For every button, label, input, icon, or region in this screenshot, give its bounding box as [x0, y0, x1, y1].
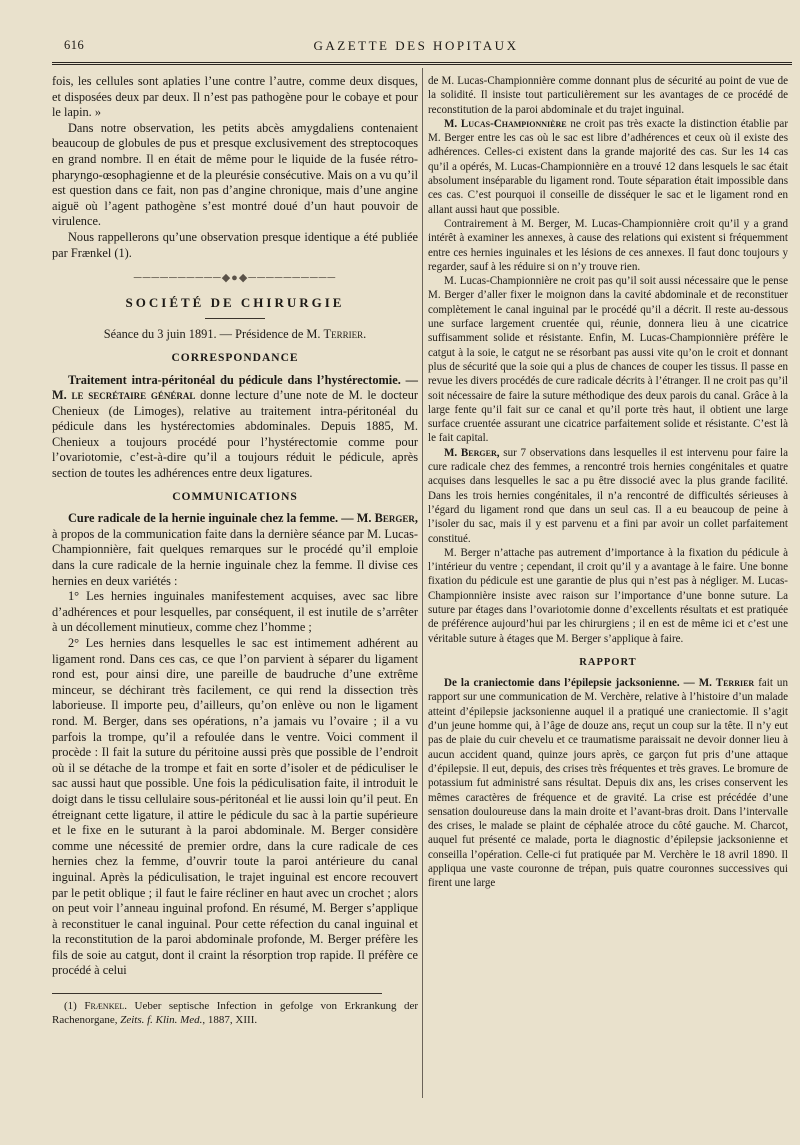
speaker-name: M. Berger, [356, 511, 418, 526]
communication-paragraph [52, 511, 418, 589]
correspondence-paragraph [52, 373, 418, 482]
article-heading: Traitement intra-péritonéal du pédicule dans l’hystérectomie. — [68, 372, 418, 387]
page-header [52, 38, 780, 58]
list-item: 2° Les hernies dans lesquelles le sac est intimement adhérent au ligament rond. Dans ces cas, ce que l’on parvient à séparer du ligament rond est, pour ainsi dire, une pareille de baudruche d’une extrême minceur, se déchirant très facilement, ce qui rend la dissection très laborieuse. Il importe peu, d’ailleurs, qu’on enlève ou non le ligament rond. M. Berger, dans ses opérations, n’a jamais vu l’ovaire ; il a vu parfois la trompe, qu’il a refoulée dans le ventre. Voici comment il procède : Il fait la suture du péritoine aussi près que possible de l’endroit où il se détache de la trompe et fait en sorte d’isoler et de pédiculiser le sac aussi haut que possible. Une fois la pédiculisation faite, il introduit le doigt dans le tissu cellulaire sous-péritonéal et lie aussi loin qu’il peut. En étreignant cette ligature, il attire le pédicule du sac à la partie supérieure et le fixe en le suturant à la paroi abdominale. M. Berger considère comme une nécessité de premier ordre, dans la cure radicale de ces hernies chez la femme, d’ouvrir toute la paroi antérieure du canal inguinal. Après la pédiculisation, le trajet inguinal est encore recouvert par le petit oblique ; il faut le faire récliner en haut avec un crochet ; alors on peut voir l’anneau inguinal profond. En résumé, M. Berger s’applique à reconstituer le canal inguinal. Pour cette réfection du canal inguinal et la reconstitution de la paroi abdominale profonde, M. Berger préfère les fils de soie au catgut, dont il craint la résorption trop rapide. Il préfère ce procédé à celui [52, 636, 418, 978]
footnote-author: Frænkel. [84, 1000, 127, 1013]
paragraph: fois, les cellules sont aplaties l’une contre l’autre, comme deux disques, et disposées deux par deux. Il n’est pas pathogène pour le cobaye et pour le lapin. » [52, 74, 418, 120]
president-name: Terrier. [323, 327, 367, 342]
report-paragraph [428, 676, 788, 890]
subsection-title: RAPPORT [579, 656, 637, 668]
footnote-rule [52, 993, 382, 994]
paragraph: M. Berger n’attache pas autrement d’importance à la fixation du pédicule à l’intérieur du ventre ; cependant, il croit qu’il y a avantage à le faire. Une bonne fixation du pédicule est une garantie de plus qui n’est pas à négliger. M. Lucas-Championnière insiste avec raison sur l’importance d’une bonne suture. La suture par étages dans l’ovariotomie donne d’excellents résultats et est pratiquée de préférence aujourd’hui par les chirurgiens ; il en est de même ici et c’est une véritable suture à étages que M. Berger s’applique à faire. [428, 546, 788, 645]
footnote-journal: Zeits. f. Klin. Med. [120, 1013, 203, 1026]
session-text: Séance du 3 juin 1891. — Présidence de M. [103, 327, 321, 342]
article-text: fait un rapport sur une communication de M. Verchère, relative à l’histoire d’un malade atteint d’épilepsie jacksonienne auquel il a pratiqué une craniectomie. Il s’agit d’un jeune homme qui, à l’âge de douze ans, reçut un coup sur la tête. Il n’y eut pas de plaie du cuir chevelu et ce traumatisme paraissait ne devoir donner lieu à aucun accident quand, quinze jours après, ce garçon fut pris d’une attaque d’épilepsie. Il eut, depuis, des crises très fréquentes et très graves. Le bromure de potassium fut administré sans résultat. Depuis dix ans, les crises conservent les mêmes caractères de fréquence et de gravité. La crise est précédée d’une sensation douloureuse dans la main droite et l’avant-bras droit. Dans l’intervalle des crises, le malade se plaint de céphalée atroce du côté gauche. M. Charcot, auquel fut présenté ce malade, porta le diagnostic d’épilepsie jacksonienne et conseilla l’opération. Celle-ci fut pratiquée par M. Verchère le 18 avril 1890. Il appliqua une vaste couronne de trépan, puis quatre couronnes successives qui firent une large [428, 677, 788, 890]
paragraph [428, 117, 788, 217]
session-line [52, 327, 418, 343]
footnote-text: Ueber septische Infection in gefolge von Erkrankung der Rachenorgane, [52, 1000, 418, 1026]
article-heading: De la craniectomie dans l’épilepsie jacksonienne. — [444, 677, 695, 690]
paragraph [428, 446, 788, 546]
subsection-title: CORRESPONDANCE [171, 351, 299, 364]
paragraph: de M. Lucas-Championnière comme donnant plus de sécurité au point de vue de la solidité. Il insiste tout particulièrement sur les avantages de ce procédé de reconstitution de la paroi abdominale et du trajet inguinal. [428, 75, 788, 116]
subsection-title: COMMUNICATIONS [172, 490, 298, 503]
paragraph: Contrairement à M. Berger, M. Lucas-Championnière croit qu’il y a grand intérêt à examiner les annexes, à cause des relations qui existent si fréquemment entre ces hernies inguinales et les lésions de ces annexes. Il faut donc toujours y regarder, sauf à les réduire si on n’y trouve rien. [428, 217, 788, 273]
left-column [52, 74, 418, 1027]
paragraph: Dans notre observation, les petits abcès amygdaliens contenaient beaucoup de globules de pus et presque exclusivement des streptocoques en grand nombre. Il en était de même pour le liquide de la fusée rétro-pharyngo-œsophagienne et de la pleurésie consécutive. Mais on a vu qu’il est question dans ce fait, non pas d’angine chronique, mais d’une angine aiguë où l’agent pathogène s’est montré doué d’un haut pouvoir de virulence. [52, 120, 418, 229]
short-rule [205, 318, 265, 319]
footnote [52, 1000, 418, 1027]
column-rule [422, 68, 423, 1098]
ornamental-divider: ──────────◆●◆────────── [133, 272, 337, 285]
header-rule [52, 62, 792, 65]
paragraph: Nous rappellerons qu’une observation presque identique a été publiée par Frænkel (1). [52, 229, 418, 260]
paragraph-text: ne croit pas très exacte la distinction établie par M. Berger entre les cas où le sac est libre d’adhérences et ceux où il existe des adhérences. Celles-ci existent dans la grande majorité des cas. Sur les 14 cas qu’il a opérés, M. Lucas-Championnière en a trouvé 12 dans lesquels le sac était absolument inséparable du ligament rond. Toute séparation était impossible dans ces cas. C’est pourquoi il conseille de disséquer le sac et le ligament rond en allant aussi haut que possible. [428, 117, 788, 216]
footnote-number: (1) [64, 1000, 77, 1013]
footnote-tail: , 1887, XIII. [202, 1013, 258, 1026]
section-title: SOCIÉTÉ DE CHIRURGIE [125, 294, 345, 310]
speaker-name: M. Lucas-Championnière [444, 117, 567, 130]
speaker-name: M. Terrier [698, 677, 755, 690]
article-text: à propos de la communication faite dans la dernière séance par M. Lucas-Championnière, fait quelques remarques sur le procédé qu’il emploie dans la cure radicale de la hernie inguinale chez la femme. Il divise ces hernies en deux variétés : [52, 526, 418, 588]
list-item: 1° Les hernies inguinales manifestement acquises, avec sac libre d’adhérences et pour lesquelles, par conséquent, il est inutile de s’arrêter à un décollement minutieux, comme chez l’homme ; [52, 589, 418, 635]
paragraph: M. Lucas-Championnière ne croit pas qu’il soit aussi nécessaire que le pense M. Berger d’aller fixer le moignon dans la cavité abdominale et de reconstituer complètement le canal inguinal par le procédé qu’il a décrit. Il reste au-dessous une surface largement cruentée qui, réunie, donnera lieu à une cicatrice suffisamment solide et résistante. Enfin, M. Lucas-Championnière préfère le catgut à la soie, le catgut ne se résorbant pas aussi vite qu’on le croit et donnant plus de sécurité que la soie qui a plus de chances de couper les tissus. Il passe en revue les divers procédés de cure radicale décrits à l’étranger. Il ne croit pas qu’il soit nécessaire de faire la suture méthodique des deux parois du canal. Grâce à la large fente qu’il fait sur ce canal et qu’il porte très haut, il obtient une large surface cruentée assurant une cicatrice parfaitement solide et résistante. C’est là le fait capital. [428, 275, 788, 445]
speaker-name: M. le secrétaire général [52, 388, 196, 403]
article-text: donne lecture d’une note de M. le docteur Chenieux (de Limoges), relative au traitement intra-péritonéal du pédicule dans les hystérectomies abdominales. Depuis 1885, M. Chenieux a toujours procédé pour l’hystérectomie comme pour l’ovariotomie, c’est-à-dire qu’il a toujours réduit le pédicule, après section de toutes les adhérences entre deux ligatures. [52, 388, 418, 481]
speaker-name: M. Berger, [444, 446, 500, 459]
right-column [428, 74, 788, 891]
article-heading: Cure radicale de la hernie inguinale chez la femme. — [68, 511, 354, 526]
running-title: GAZETTE DES HOPITAUX [313, 38, 519, 53]
paragraph-text: sur 7 observations dans lesquelles il est intervenu pour faire la cure radicale chez des femmes, a rencontré trois hernies congénitales et quatre acquises dans lesquelles le sac a pu être dissocié avec la plus grande facilité. Dans les trois hernies congénitales, il n’a rencontré de difficultés sérieuses à l’égard du ligament rond que dans un seul cas. Il a eu beaucoup de peine à l’isoler du sac, mais il y est parvenu et a fini par avoir un collet parfaitement constitué. [428, 446, 788, 545]
page-number: 616 [64, 38, 85, 52]
